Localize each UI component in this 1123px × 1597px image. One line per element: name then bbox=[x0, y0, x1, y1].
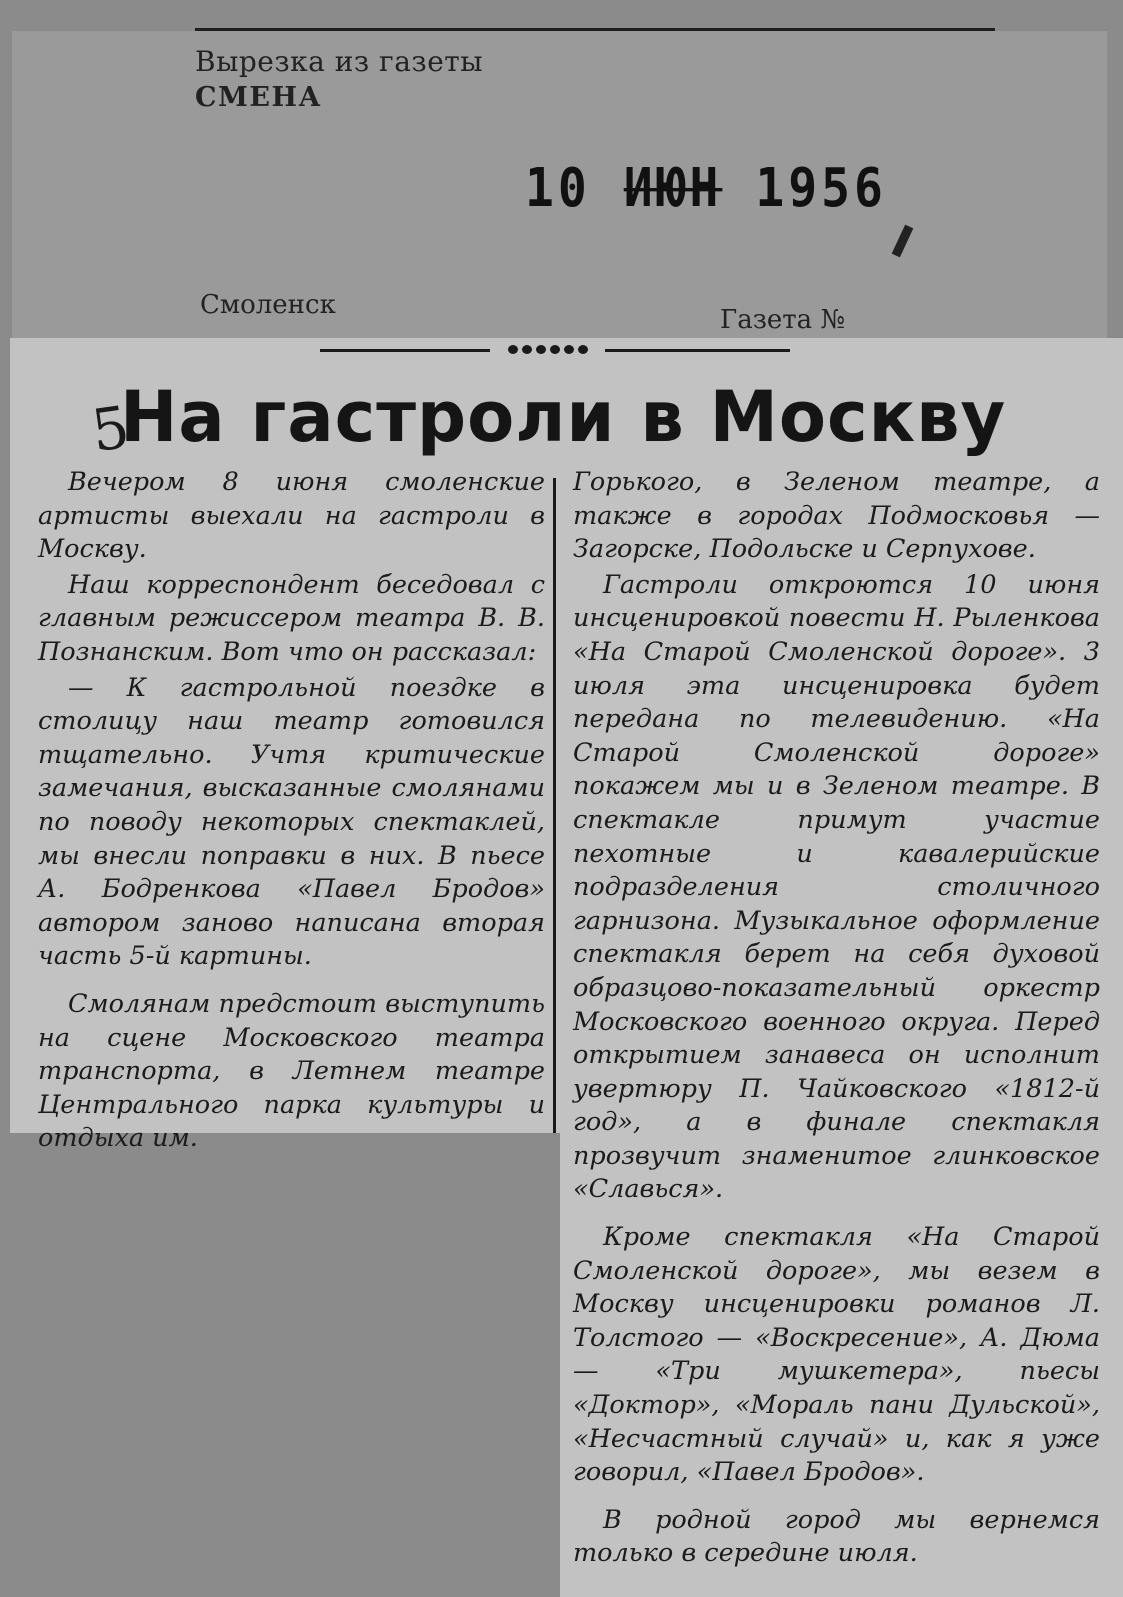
divider-dot bbox=[578, 345, 588, 354]
divider-dot bbox=[536, 345, 546, 354]
divider-dot bbox=[522, 345, 532, 354]
city-label: Смоленск bbox=[200, 290, 336, 320]
handwritten-margin-mark: 5 bbox=[87, 392, 134, 466]
paragraph: Вечером 8 июня смоленские артисты выехали на гастроли в Москву. bbox=[38, 467, 545, 565]
source-prefix: Вырезка из газеты bbox=[195, 45, 484, 78]
paragraph: Гастроли откроются 10 июня инсценировкой повести Н. Рыленкова «На Старой Смоленской дороге». 3 июля эта инсценировка будет передана по телевидению. «На Старой Смоленской дороге» покажем мы и в Зеленом театре. В спектакле примут участие пехотные и кавалерийские подразделения столичного гарнизона. Музыкальное оформление спектакля берет на себя духовой образцово-показательный оркестр Московского военного округа. Перед открытием занавеса он исполнит увертюру П. Чайковского «1812-й год», а в финале спектакля прозвучит знаменитое глинковское «Славься». bbox=[573, 569, 1100, 1205]
paragraph: В родной город мы вернемся только в середине июля. bbox=[573, 1504, 1100, 1569]
divider-dot bbox=[564, 345, 574, 354]
divider-line-right bbox=[605, 349, 790, 352]
date-stamp bbox=[525, 157, 887, 220]
stamp-year: 1956 bbox=[755, 156, 887, 220]
paragraph: Горького, в Зеленом театре, а также в городах Подмосковья — Загорске, Подольске и Серпухове. bbox=[573, 467, 1100, 565]
source-newspaper-name: СМЕНА bbox=[195, 82, 322, 113]
article-headline: На гастроли в Москву bbox=[120, 376, 1007, 458]
stamp-month: ИЮН bbox=[623, 156, 723, 220]
divider-line-left bbox=[320, 349, 490, 352]
column-rule bbox=[553, 478, 556, 1133]
paragraph: Смолянам предстоит выступить на сцене Московского театра транспорта, в Летнем театре Центрального парка культуры и отдыха им. bbox=[38, 988, 545, 1154]
article-column-left bbox=[38, 466, 545, 1156]
gazeta-number-label: Газета № bbox=[720, 305, 846, 335]
paragraph: — К гастрольной поездке в столицу наш театр готовился тщательно. Учтя критические замечания, высказанные смолянами по поводу некоторых спектаклей, мы внесли поправки в них. В пьесе А. Бодренкова «Павел Бродов» автором заново написана вторая часть 5-й картины. bbox=[38, 672, 545, 972]
ornamental-divider bbox=[320, 343, 790, 357]
divider-dot bbox=[550, 345, 560, 354]
paragraph: Кроме спектакля «На Старой Смоленской дороге», мы везем в Москву инсценировки романов Л. Толстого — «Воскресение», А. Дюма — «Три мушкетера», пьесы «Доктор», «Мораль пани Дульской», «Несчастный случай» и, как я уже говорил, «Павел Бродов». bbox=[573, 1222, 1100, 1488]
divider-dot bbox=[508, 345, 518, 354]
article-column-right bbox=[573, 466, 1100, 1571]
paragraph: Наш корреспондент беседовал с главным режиссером театра В. В. Познанским. Вот что он рассказал: bbox=[38, 569, 545, 667]
stamp-day: 10 bbox=[525, 156, 591, 220]
